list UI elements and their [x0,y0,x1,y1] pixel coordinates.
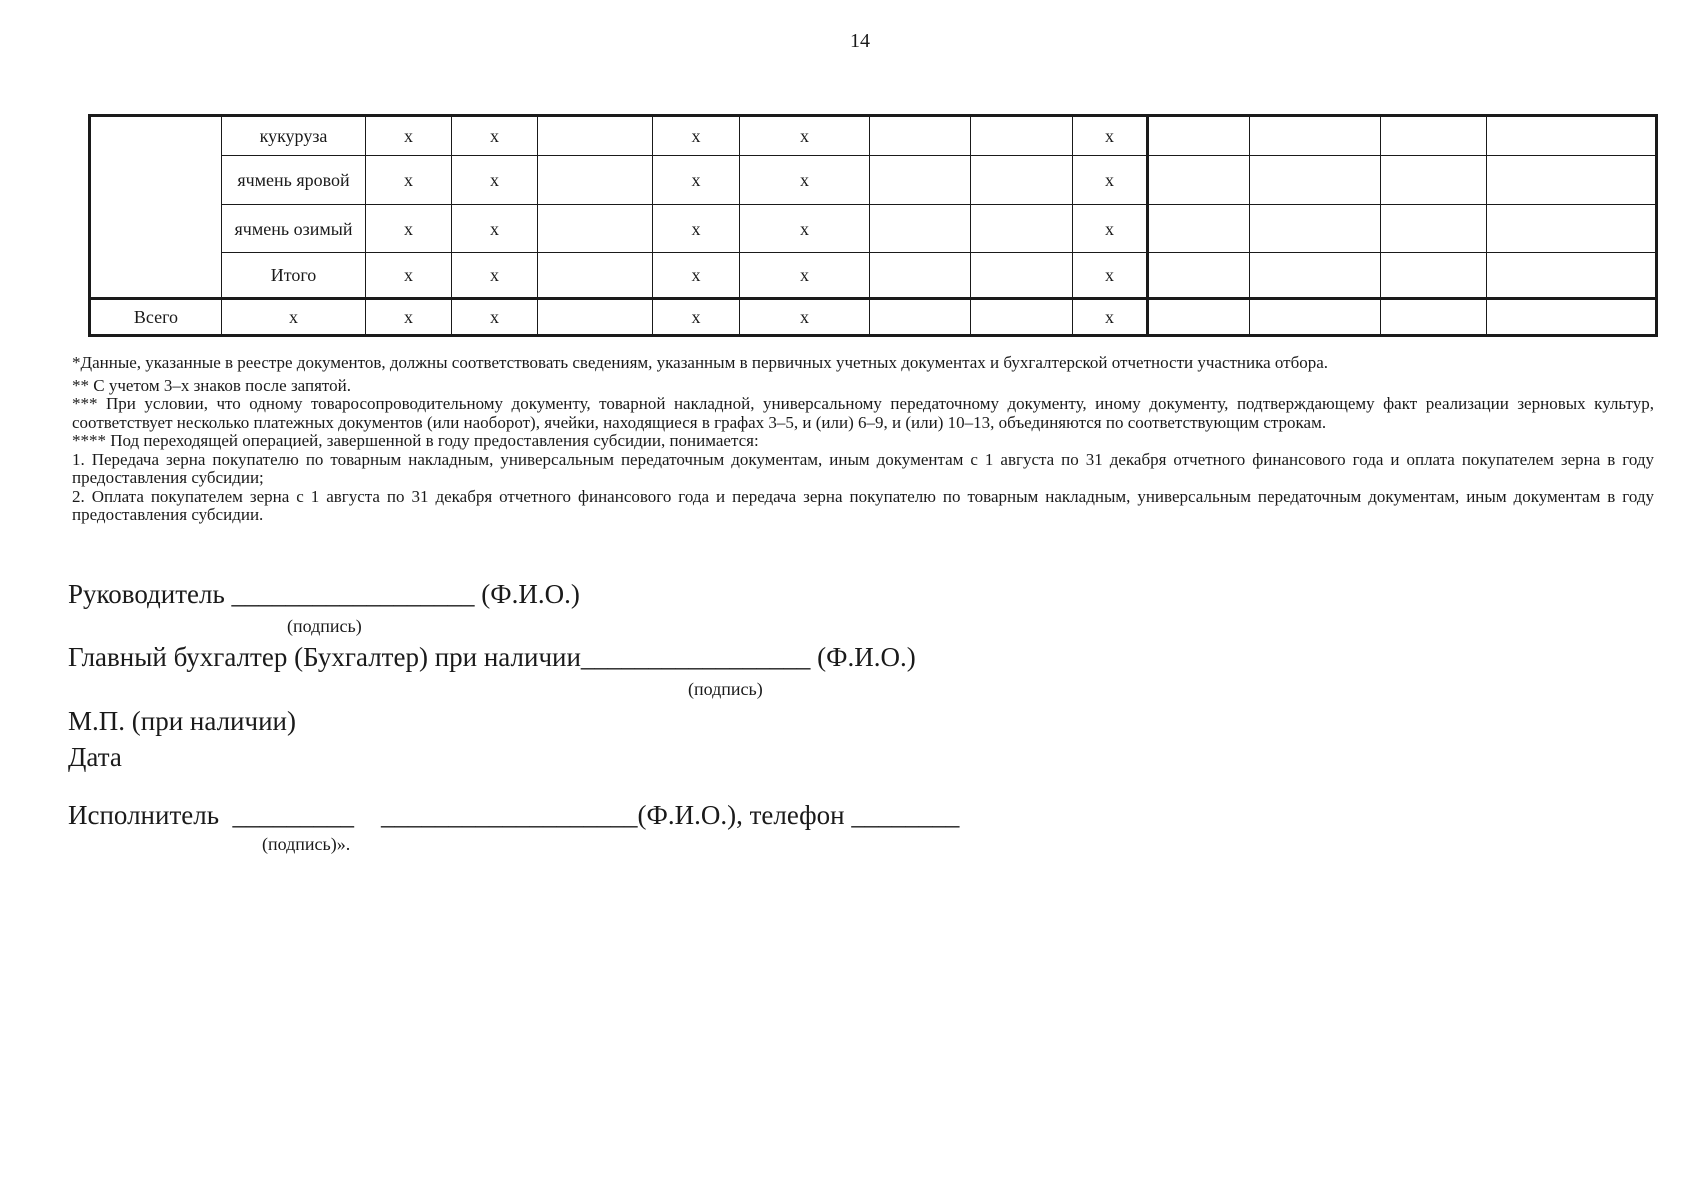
total-row [90,299,1657,336]
table-cell: х [653,205,740,253]
executor-signature-line: Исполнитель _________ ___________________(Ф.И.О.), телефон ________ [68,800,960,830]
table-cell [870,253,971,299]
page-number: 14 [850,30,870,52]
table-cell [1487,205,1657,253]
table-cell [1250,116,1381,156]
table-cell: х [366,253,452,299]
table-cell: х [452,299,538,336]
table-cell [90,116,222,299]
table-cell [1381,156,1487,205]
table-cell: х [740,253,870,299]
footnote: ** С учетом 3–х знаков после запятой. [72,375,351,395]
table-cell: х [366,116,452,156]
footnote: 1. Передача зерна покупателю по товарным накладным, универсальным передаточным документам, иным документам с 1 августа по 31 декабря отчетного финансового года и оплата покупателем зерна в году предоставления субсидии; [72,449,1654,487]
executor-signature-caption: (подпись)». [262,834,351,854]
table-cell: х [1073,253,1148,299]
table-cell [1487,156,1657,205]
table-cell: х [452,156,538,205]
register-table [88,114,1658,337]
table-row [90,156,1657,205]
table-cell [1381,253,1487,299]
table-cell: х [366,299,452,336]
table-cell [971,205,1073,253]
table-cell [1148,253,1250,299]
table-cell [538,156,653,205]
table-cell [870,156,971,205]
head-signature-line: Руководитель __________________ (Ф.И.О.) [68,579,580,609]
table-cell [1487,116,1657,156]
table-cell [971,116,1073,156]
crop-name: ячмень озимый [222,205,366,253]
table-row [90,116,1657,156]
crop-name: Итого [222,253,366,299]
accountant-signature-caption: (подпись) [688,679,763,699]
table-cell [971,156,1073,205]
crop-name: кукуруза [222,116,366,156]
table-cell: х [740,205,870,253]
table-cell: х [740,156,870,205]
table-cell: х [452,205,538,253]
table-cell: х [366,156,452,205]
table-cell: х [222,299,366,336]
table-cell [538,299,653,336]
table-cell: х [1073,299,1148,336]
footnote: *** При условии, что одному товаросопроводительному документу, товарной накладной, универсальному передаточному документу, иному документу, подтверждающему факт реализации зерновых культур, соответствует несколько платежных документов (или наоборот), ячейки, находящиеся в графах 3–5, и (или) 6–9, и (или) 10–13, объединяются по соответствующим строкам. [72,394,1654,432]
table-cell [1148,116,1250,156]
table-cell: х [1073,205,1148,253]
table-cell [1381,299,1487,336]
head-signature-caption: (подпись) [287,616,362,636]
date-line: Дата [68,742,122,772]
table-cell [1250,205,1381,253]
table-cell [538,253,653,299]
table-cell [1487,253,1657,299]
table-cell [538,205,653,253]
total-label: Всего [90,299,222,336]
table-cell: х [653,253,740,299]
table-cell [1250,156,1381,205]
table-cell [1148,156,1250,205]
table-cell [971,253,1073,299]
table-cell [1250,299,1381,336]
table-cell [1148,205,1250,253]
table-cell [1148,299,1250,336]
table-cell: х [452,116,538,156]
table-cell: х [1073,156,1148,205]
table-cell [1381,116,1487,156]
table-cell [971,299,1073,336]
table-cell: х [740,299,870,336]
table-row [90,253,1657,299]
table-cell [538,116,653,156]
table-cell [870,205,971,253]
table-cell: х [653,156,740,205]
accountant-signature-line: Главный бухгалтер (Бухгалтер) при наличии_________________ (Ф.И.О.) [68,642,916,672]
crop-name: ячмень яровой [222,156,366,205]
footnotes [72,354,1654,525]
table-cell [1487,299,1657,336]
table-row [90,205,1657,253]
footnote: 2. Оплата покупателем зерна с 1 августа по 31 декабря отчетного финансового года и передача зерна покупателю по товарным накладным, универсальным передаточным документам, иным документам в году предоставления субсидии. [72,486,1654,524]
seal-line: М.П. (при наличии) [68,706,296,736]
table-cell: х [1073,116,1148,156]
table-cell: х [740,116,870,156]
footnote: *Данные, указанные в реестре документов, должны соответствовать сведениям, указанным в первичных учетных документах и бухгалтерской отчетности участника отбора. [72,353,1329,372]
table-cell [870,116,971,156]
table-cell [870,299,971,336]
table-cell: х [653,299,740,336]
table-cell: х [452,253,538,299]
table-cell [1381,205,1487,253]
table-cell: х [366,205,452,253]
table-cell: х [653,116,740,156]
table-cell [1250,253,1381,299]
footnote: **** Под переходящей операцией, завершенной в году предоставления субсидии, понимается: [72,431,759,450]
